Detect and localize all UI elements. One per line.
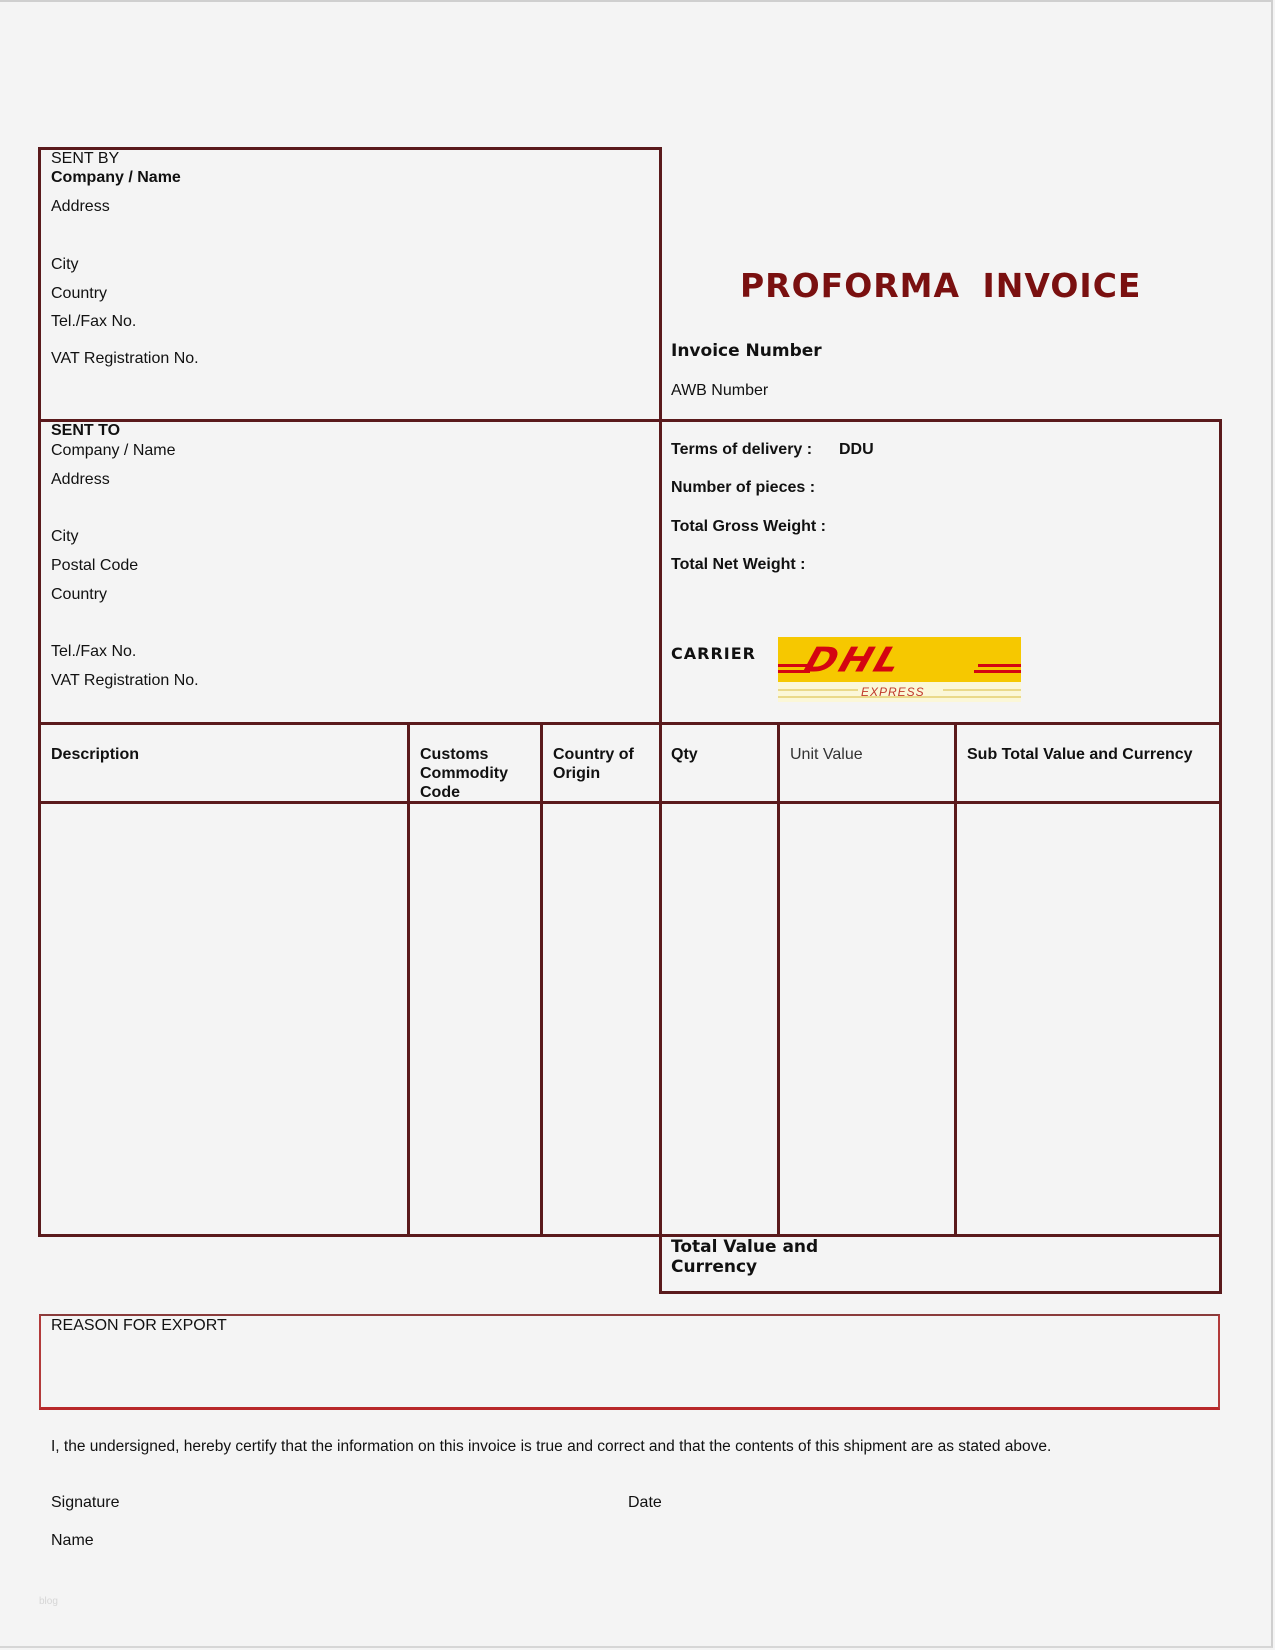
date-label: Date <box>628 1494 662 1511</box>
sent-to-city-label: City <box>51 528 79 545</box>
dhl-logo-text: DHL <box>799 640 909 680</box>
column-header-unit-value: Unit Value <box>790 746 863 763</box>
watermark: blog <box>39 1596 58 1607</box>
sent-to-heading: SENT TO <box>51 422 121 439</box>
sent-to-vat-label: VAT Registration No. <box>51 672 199 689</box>
name-label: Name <box>51 1532 94 1549</box>
sent-to-company-label: Company / Name <box>51 442 176 459</box>
column-header-customs-code: Customs Commodity Code <box>420 746 508 801</box>
divider <box>38 1234 1222 1237</box>
divider <box>38 419 1222 422</box>
total-value-label-line2: Currency <box>671 1257 758 1277</box>
divider <box>1219 419 1222 1294</box>
column-header-qty: Qty <box>671 746 698 763</box>
terms-of-delivery-label: Terms of delivery : <box>671 441 813 458</box>
terms-of-delivery-value: DDU <box>839 441 874 458</box>
column-header-country-of-origin: Country of Origin <box>553 746 634 782</box>
sent-to-address-label: Address <box>51 471 110 488</box>
gross-weight-label: Total Gross Weight : <box>671 518 826 535</box>
number-of-pieces-label: Number of pieces : <box>671 479 816 496</box>
net-weight-label: Total Net Weight : <box>671 556 806 573</box>
page-title: PROFORMA INVOICE <box>740 266 1142 305</box>
reason-for-export-heading: REASON FOR EXPORT <box>51 1317 227 1334</box>
column-header-subtotal: Sub Total Value and Currency <box>967 746 1193 763</box>
sent-by-telfax-label: Tel./Fax No. <box>51 313 137 330</box>
dhl-express-text: EXPRESS <box>861 685 925 699</box>
certification-statement: I, the undersigned, hereby certify that the information on this invoice is true and correct and that the contents of this shipment are as stated above. <box>51 1438 1052 1455</box>
sent-to-telfax-label: Tel./Fax No. <box>51 643 137 660</box>
divider <box>38 722 1222 725</box>
total-value-label-line1: Total Value and <box>671 1237 819 1257</box>
divider <box>38 147 662 150</box>
dhl-logo <box>778 637 1021 702</box>
sent-by-company-label: Company / Name <box>51 169 181 186</box>
sent-to-country-label: Country <box>51 586 108 603</box>
sent-by-city-label: City <box>51 256 79 273</box>
total-value-field[interactable] <box>860 1238 1218 1288</box>
sent-by-heading: SENT BY <box>51 150 120 167</box>
awb-number-label: AWB Number <box>671 382 769 399</box>
invoice-number-label: Invoice Number <box>671 341 822 361</box>
sent-by-address-label: Address <box>51 198 110 215</box>
column-header-description: Description <box>51 746 140 763</box>
carrier-label: CARRIER <box>671 644 756 663</box>
sent-by-country-label: Country <box>51 285 108 302</box>
signature-label: Signature <box>51 1494 120 1511</box>
sent-to-postal-label: Postal Code <box>51 557 139 574</box>
divider <box>659 1291 1222 1294</box>
items-table-body[interactable] <box>41 804 1219 1234</box>
sent-by-vat-label: VAT Registration No. <box>51 350 199 367</box>
